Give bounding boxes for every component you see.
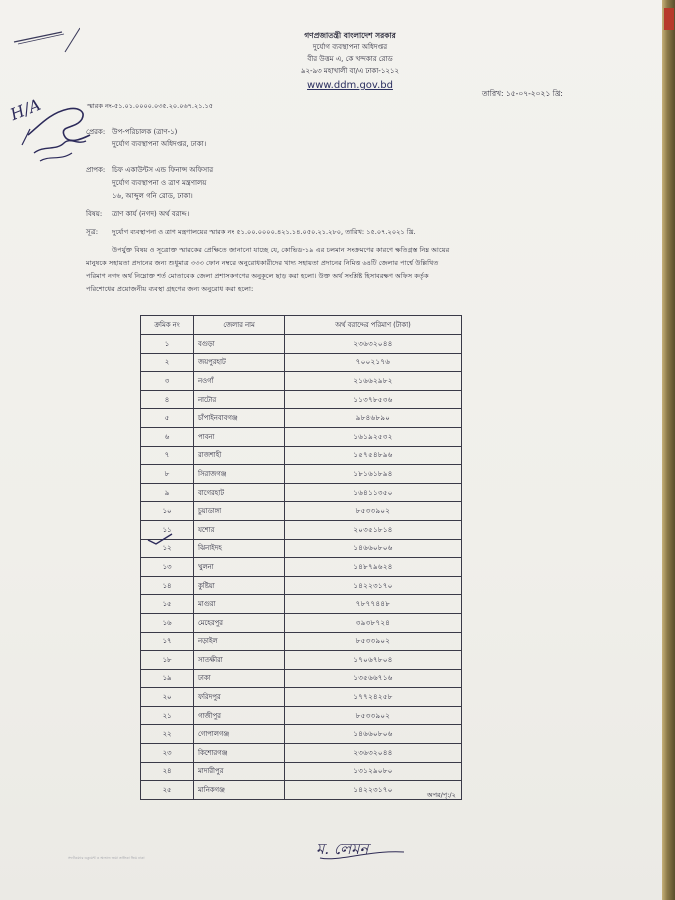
serial-cell: ১৪ — [141, 576, 194, 595]
amount-cell: ২০৩৫১৮১৪ — [285, 520, 462, 539]
table-row — [141, 651, 462, 670]
amount-cell: ৮৫৩৩৯০২ — [285, 706, 462, 725]
district-cell: বাগেরহাট — [194, 483, 285, 502]
serial-cell: ১৯ — [141, 669, 194, 688]
amount-cell: ২৩৬৩২০৪৪ — [285, 744, 462, 763]
table-row — [141, 558, 462, 577]
serial-cell: ১৬ — [141, 613, 194, 632]
amount-cell: ১৬৪১১৩৫০ — [285, 483, 462, 502]
pen-scribble-mark — [10, 20, 80, 60]
table-row — [141, 613, 462, 632]
district-cell: জয়পুরহাট — [194, 353, 285, 372]
table-row — [141, 372, 462, 391]
amount-cell: ৮৫৩৩৯০২ — [285, 502, 462, 521]
district-cell: মানিকগঞ্জ — [194, 781, 285, 800]
table-header-row — [141, 316, 462, 335]
serial-cell: ৪ — [141, 390, 194, 409]
district-cell: সিরাজগঞ্জ — [194, 465, 285, 484]
serial-cell: ৬ — [141, 427, 194, 446]
district-cell: গোপালগঞ্জ — [194, 725, 285, 744]
district-cell: নড়াইল — [194, 632, 285, 651]
district-cell: চাঁপাইনবাবগঞ্জ — [194, 409, 285, 428]
sender-line2: দুর্যোগ ব্যবস্থাপনা অধিদপ্তর, ঢাকা। — [112, 140, 207, 148]
table-row — [141, 595, 462, 614]
reference-label: সূত্র: — [86, 228, 99, 236]
table-row — [141, 539, 462, 558]
serial-cell: ৮ — [141, 465, 194, 484]
amount-cell: ১৪৬৬০৮০৬ — [285, 539, 462, 558]
recipient-line2: দুর্যোগ ব্যবস্থাপনা ও ত্রাণ মন্ত্রণালয় — [112, 179, 207, 187]
govt-title: গণপ্রজাতন্ত্রী বাংলাদেশ সরকার — [304, 31, 396, 40]
table-row — [141, 725, 462, 744]
amount-cell: ২৩৬৩২০৪৪ — [285, 335, 462, 354]
handwritten-tick-mark — [146, 532, 176, 546]
district-cell: রাজশাহী — [194, 446, 285, 465]
table-row — [141, 706, 462, 725]
table-row — [141, 744, 462, 763]
district-cell: নাটোর — [194, 390, 285, 409]
table-row — [141, 632, 462, 651]
serial-cell: ২৫ — [141, 781, 194, 800]
table-row — [141, 669, 462, 688]
subject-label: বিষয়: — [86, 210, 103, 218]
recipient-line3: ১৬, আব্দুল গনি রোড, ঢাকা। — [112, 192, 193, 200]
amount-cell: ১৮১৬১৮৯৪ — [285, 465, 462, 484]
amount-cell: ১৪২২৩১৭০ — [285, 781, 462, 800]
officer-signature: ম. লেমন — [316, 840, 369, 858]
amount-cell: ৩৯৩৮৭২৪ — [285, 613, 462, 632]
serial-cell: ১১ — [141, 520, 194, 539]
body-line-2: মানুষকে সহায়তা প্রদানের জন্য শুধুমাত্র ৩৩৩ ফোন নম্বরে অনুরোধকারীদের খাদ্য সহায়তা প্রদানের নিমিত্ত ৬৪টি জেলার পার্শ্বে উল্লিখিত — [86, 259, 439, 267]
table-row — [141, 576, 462, 595]
header-amount: অর্থ বরাদ্দের পরিমাণ (টাকা) — [285, 316, 462, 335]
table-row — [141, 781, 462, 800]
amount-cell: ১৭০৬৭৮০৪ — [285, 651, 462, 670]
serial-cell: ২২ — [141, 725, 194, 744]
amount-cell: ১৩১২৯০৮০ — [285, 762, 462, 781]
table-row — [141, 353, 462, 372]
serial-cell: ২৪ — [141, 762, 194, 781]
district-cell: চুয়াডাঙ্গা — [194, 502, 285, 521]
table-row — [141, 427, 462, 446]
table-row — [141, 688, 462, 707]
serial-cell: ২১ — [141, 706, 194, 725]
amount-cell: ১৪৬৬০৮০৬ — [285, 725, 462, 744]
serial-cell: ১৭ — [141, 632, 194, 651]
department-name: দুর্যোগ ব্যবস্থাপনা অধিদপ্তর — [312, 43, 388, 51]
amount-cell: ৭৮৭৭৪৪৮ — [285, 595, 462, 614]
memo-reference: স্মারক নং-৫১.০১.০০০০.০৩৫.২০.০৬৭.২১.১৫ — [87, 102, 213, 110]
district-cell: মেহেরপুর — [194, 613, 285, 632]
district-cell: মাগুরা — [194, 595, 285, 614]
address-city: ৯২-৯৩ মহাখালী বা/এ ঢাকা-১২১২ — [300, 67, 400, 75]
table-row — [141, 465, 462, 484]
subject-text: ত্রাণ কার্য (নগদ) অর্থ বরাদ্দ। — [112, 210, 190, 218]
recipient-line1: চিফ একাউন্টস এন্ড ফিনান্স অফিসার — [112, 166, 214, 174]
serial-cell: ৫ — [141, 409, 194, 428]
serial-cell: ১৩ — [141, 558, 194, 577]
district-cell: সাতক্ষীরা — [194, 651, 285, 670]
serial-cell: ২০ — [141, 688, 194, 707]
background-edge — [662, 0, 675, 900]
district-cell: ঢাকা — [194, 669, 285, 688]
serial-cell: ৭ — [141, 446, 194, 465]
serial-cell: ১৮ — [141, 651, 194, 670]
body-line-3: পরিমাণ নগদ অর্থ নিম্নোক্ত শর্ত মোতাবেক জেলা প্রশাসকগণের অনুকূলে ছাড় করা হলো। উক্ত অর্থ সংশ্লিষ্ট হিসাবরক্ষণ অফিস কর্তৃক — [86, 272, 429, 280]
red-binder-tab — [664, 8, 674, 30]
sender-label: প্রেরক: — [86, 128, 106, 136]
serial-cell: ২ — [141, 353, 194, 372]
header-district: জেলার নাম — [194, 316, 285, 335]
table-row — [141, 483, 462, 502]
website-link[interactable]: www.ddm.gov.bd — [307, 80, 393, 91]
table-row — [141, 335, 462, 354]
header-serial: ক্রমিক নং — [141, 316, 194, 335]
table-row — [141, 390, 462, 409]
serial-cell: ৯ — [141, 483, 194, 502]
amount-cell: ১৪২২৩১৭০ — [285, 576, 462, 595]
serial-cell: ১২ — [141, 539, 194, 558]
footer-fine-print: সফটওয়্যার ডকুমেন্ট ও অন্যান্য জমা তালিকা জিম ঢাকা — [68, 856, 145, 860]
handwritten-note: H/A — [7, 94, 44, 125]
amount-cell: ১৩৫৬৬৭১৬ — [285, 669, 462, 688]
reference-text: দুর্যোগ ব্যবস্থাপনা ও ত্রাণ মন্ত্রণালয়ের স্মারক নং ৫১.০০.০০০০.৪২১.১৪.০৫০.২১.২৮০, তারিখ: ১৫.০৭.২০২১ খ্রি. — [112, 228, 416, 236]
memo-date: তারিখ: ১৫-০৭-২০২১ খ্রি: — [482, 89, 563, 98]
table-row — [141, 520, 462, 539]
amount-cell: ১৪৮৭৯৬২৪ — [285, 558, 462, 577]
serial-cell: ২৩ — [141, 744, 194, 763]
district-cell: খুলনা — [194, 558, 285, 577]
district-cell: যশোর — [194, 520, 285, 539]
district-cell: মাদারীপুর — [194, 762, 285, 781]
sender-line1: উপ-পরিচালক (ত্রাণ-১) — [112, 128, 178, 136]
allocation-table — [140, 315, 462, 800]
serial-cell: ১৫ — [141, 595, 194, 614]
district-cell: কুষ্টিয়া — [194, 576, 285, 595]
table-row — [141, 446, 462, 465]
district-cell: নওগাঁ — [194, 372, 285, 391]
amount-cell: ১১৩৭৮৫৩৬ — [285, 390, 462, 409]
amount-cell: ৮৫৩৩৯০২ — [285, 632, 462, 651]
body-line-1: উপর্যুক্ত বিষয় ও সূত্রোক্ত স্মারকের প্রেক্ষিতে জানানো যাচ্ছে যে, কোভিড-১৯ এর চলমান সংক্রমণের কারণে ক্ষতিগ্রস্ত নিম্ন আয়ের — [112, 246, 450, 254]
district-cell: গাজীপুর — [194, 706, 285, 725]
table-row — [141, 409, 462, 428]
district-cell: পাবনা — [194, 427, 285, 446]
table-row — [141, 762, 462, 781]
recipient-label: প্রাপক: — [86, 166, 106, 174]
serial-cell: ৩ — [141, 372, 194, 391]
amount-cell: ১৭৭২৪২৫৮ — [285, 688, 462, 707]
address-road: বীর উত্তম এ, কে খন্দকার রোড — [307, 55, 393, 63]
district-cell: ফরিদপুর — [194, 688, 285, 707]
district-cell: বগুড়া — [194, 335, 285, 354]
continued-page-note: অপর/পৃ:/২ — [427, 791, 456, 799]
serial-cell: ১ — [141, 335, 194, 354]
district-cell: ঝিনাইদহ — [194, 539, 285, 558]
amount-cell: ৭০০২১৭৬ — [285, 353, 462, 372]
district-cell: কিশোরগঞ্জ — [194, 744, 285, 763]
amount-cell: ২১৬৬২৯৮২ — [285, 372, 462, 391]
body-line-4: পরিশোধের প্রয়োজনীয় ব্যবস্থা গ্রহণের জন্য অনুরোধ করা হলো: — [86, 285, 254, 293]
signature-underline — [318, 846, 408, 866]
amount-cell: ১৬১৯২৫৩২ — [285, 427, 462, 446]
serial-cell: ১০ — [141, 502, 194, 521]
table-row — [141, 502, 462, 521]
amount-cell: ৯৮৪৬৮৯০ — [285, 409, 462, 428]
amount-cell: ১৫৭৫৪৮৯৬ — [285, 446, 462, 465]
